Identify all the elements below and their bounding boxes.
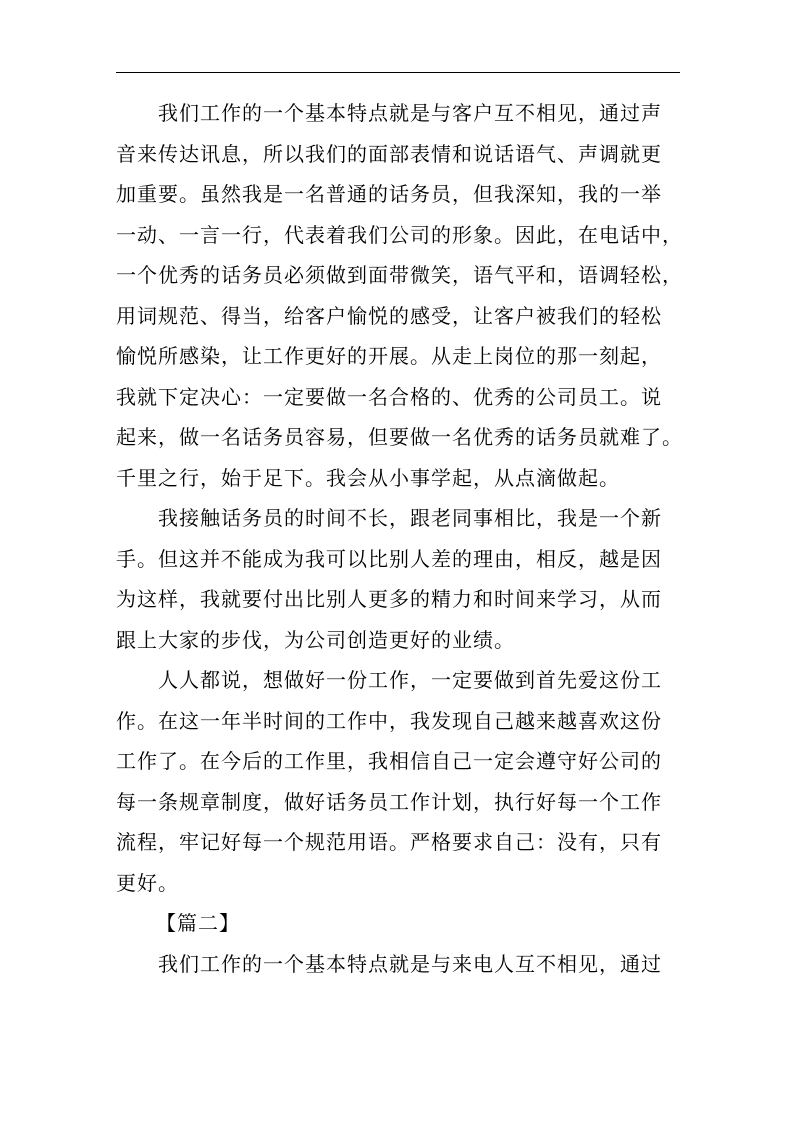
text-line: 更好。 (116, 870, 179, 895)
text-line: 作。在这一年半时间的工作中，我发现自己越来越喜欢这份 (116, 708, 662, 733)
text-line: 人人都说，想做好一份工作，一定要做到首先爱这份工 (116, 668, 662, 692)
text-line: 我们工作的一个基本特点就是与客户互不相见，通过声 (116, 101, 662, 125)
text-line: 愉悦所感染，让工作更好的开展。从走上岗位的那一刻起， (116, 344, 662, 368)
text-line: 一个优秀的话务员必须做到面带微笑，语气平和，语调轻松， (116, 263, 683, 287)
text-line: 一动、一言一行，代表着我们公司的形象。因此，在电话中， (116, 222, 683, 247)
text-line: 我就下定决心：一定要做一名合格的、优秀的公司员工。说 (116, 384, 662, 409)
text-line: 音来传达讯息，所以我们的面部表情和说话语气、声调就更 (116, 141, 662, 166)
text-line: 用词规范、得当，给客户愉悦的感受，让客户被我们的轻松 (116, 303, 662, 328)
section-heading-block (116, 903, 682, 944)
text-line: 起来，做一名话务员容易，但要做一名优秀的话务员就难了。 (116, 425, 683, 449)
paragraph-1 (116, 93, 682, 498)
text-line: 每一条规章制度，做好话务员工作计划，执行好每一个工作 (116, 789, 662, 814)
text-line: 千里之行，始于足下。我会从小事学起，从点滴做起。 (116, 465, 620, 490)
header-rule (116, 72, 680, 73)
text-line: 跟上大家的步伐，为公司创造更好的业绩。 (116, 627, 515, 652)
text-line: 流程，牢记好每一个规范用语。严格要求自己：没有，只有 (116, 830, 662, 854)
text-line: 我们工作的一个基本特点就是与来电人互不相见，通过 (116, 951, 662, 976)
text-line: 手。但这并不能成为我可以比别人差的理由，相反，越是因 (116, 546, 662, 571)
section-heading: 【篇二】 (156, 911, 240, 935)
paragraph-3 (116, 660, 682, 903)
document-body (116, 93, 682, 984)
text-line: 工作了。在今后的工作里，我相信自己一定会遵守好公司的 (116, 749, 662, 773)
text-line: 我接触话务员的时间不长，跟老同事相比，我是一个新 (116, 506, 662, 530)
text-line: 为这样，我就要付出比别人更多的精力和时间来学习，从而 (116, 587, 662, 611)
paragraph-4 (116, 944, 682, 985)
paragraph-2 (116, 498, 682, 660)
text-line: 加重要。虽然我是一名普通的话务员，但我深知，我的一举 (116, 182, 662, 206)
